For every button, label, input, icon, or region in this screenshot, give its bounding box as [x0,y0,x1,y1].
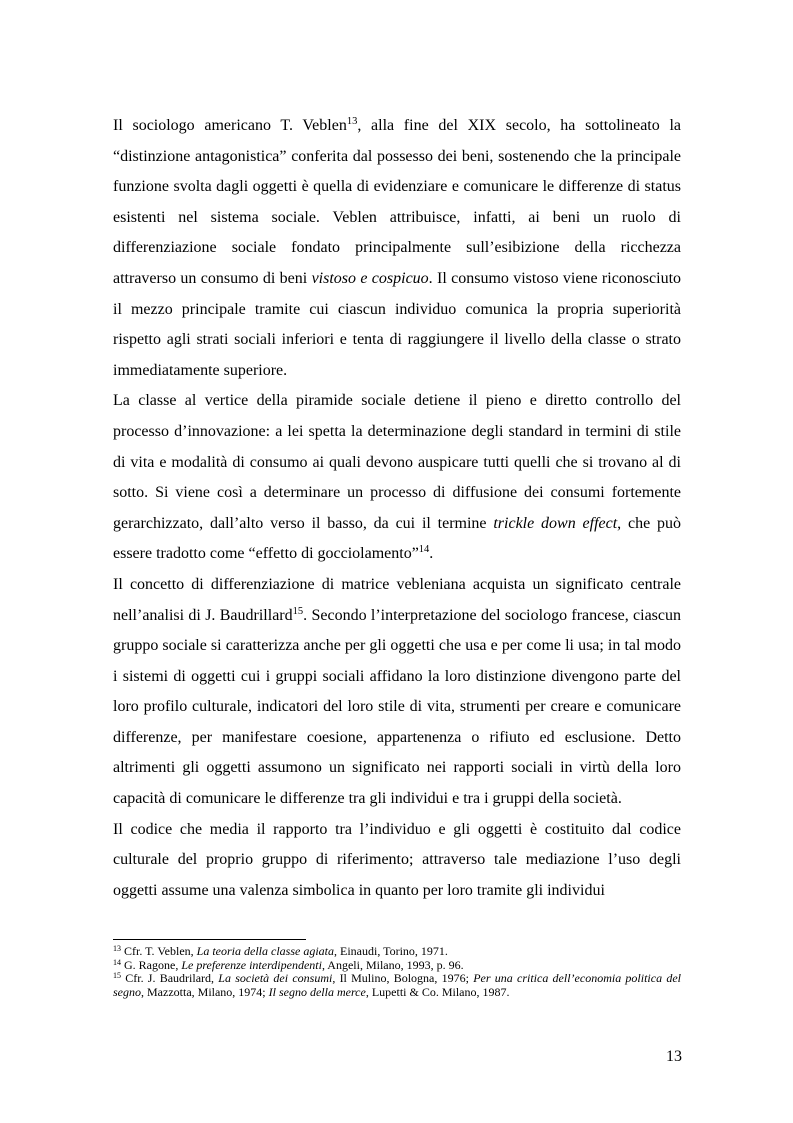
footnote-number: 13 [113,944,121,953]
footnote-14 [113,959,681,973]
footnote-text: , Il Mulino, Bologna, 1976; [332,971,474,986]
footnote-15 [113,972,681,999]
paragraph-1-text-end: . Il consumo vistoso viene riconosciuto il mezzo principale tramite cui ciascun individuo comunica la propria superiorità rispetto agli strati sociali inferiori e tenta di raggiungere il livello della classe o strato immediatamente superiore. [113,269,682,379]
footnotes [113,945,681,999]
paragraph-4 [113,815,681,907]
paragraph-1-text-cont: , alla fine del XIX secolo, ha sottolineato la “distinzione antagonistica” conferita dal possesso dei beni, sostenendo che la principale funzione svolta dagli oggetti è quella di evidenziare e comunicare le differenze di status esistenti nel sistema sociale. Veblen attribuisce, infatti, ai beni un ruolo di differenziazione sociale fondato principalmente sull’esibizione della ricchezza attraverso un consumo di beni [113,117,681,287]
paragraph-2-text-end: . [429,545,434,563]
paragraph-3-text-cont: . Secondo l’interpretazione del sociologo francese, ciascun gruppo sociale si caratterizza anche per gli oggetti che usa e per come li usa; in tal modo i sistemi di oggetti cui i gruppi sociali affidano la loro distinzione divengono parte del loro profilo culturale, indicatori del loro stile di vita, strumenti per creare e comunicare differenze, per manifestare coesione, appartenenza o rifiuto ed esclusione. Detto altrimenti gli oggetti assumono un significato nei rapporti sociali in virtù della loro capacità di comunicare le differenze tra gli individui e tra i gruppi della società. [113,606,682,808]
footnote-ref-15: 15 [292,605,304,617]
footnote-number: 15 [113,971,121,981]
paragraph-2-text-cont: , che può essere tradotto come “effetto di gocciolamento” [113,514,682,563]
footnote-separator [113,939,306,940]
footnote-title: Il segno della merce [268,984,366,999]
paragraph-2-text: La classe al vertice della piramide sociale detiene il pieno e diretto controllo del processo d’innovazione: a lei spetta la determinazione degli standard in termini di stile di vita e modalità di consumo ai quali devono auspicare tutti quelli che si trovano al di sotto. Si viene così a determinare un processo di diffusione dei consumi fortemente gerarchizzato, dall’alto verso il basso, da cui il termine [113,392,681,532]
paragraph-1-emphasis: vistoso e cospicuo [311,269,429,287]
footnote-13 [113,945,681,959]
footnote-ref-14: 14 [418,544,430,556]
footnote-text: , Einaudi, Torino, 1971. [334,944,448,958]
footnote-title: Per una critica dell’economia politica del segno [113,971,681,999]
paragraph-2-emphasis: trickle down effect [493,514,618,532]
footnote-ref-13: 13 [346,116,358,127]
footnote-text: , Mazzotta, Milano, 1974; [141,984,269,999]
paragraph-3 [113,570,681,815]
footnote-text: G. Ragone, [121,957,182,972]
footnote-title: La teoria della classe agiata [196,944,334,958]
footnote-text: , Angeli, Milano, 1993, p. 96. [321,957,464,972]
body-text [113,111,681,906]
paragraph-1 [113,111,681,386]
footnote-title: La società dei consumi [218,971,333,986]
footnote-title: Le preferenze interdipendenti [181,957,322,972]
paragraph-1-text: Il sociologo americano T. Veblen [113,117,347,134]
paragraph-4-text: Il codice che media il rapporto tra l’individuo e gli oggetti è costituito dal codice culturale del proprio gruppo di riferimento; attraverso tale mediazione l’uso degli oggetti assume una valenza simbolica in quanto per loro tramite gli individui [113,820,681,899]
paragraph-2 [113,386,681,570]
footnote-text: Cfr. J. Baudrilard, [121,971,219,986]
footnote-number: 14 [113,957,121,967]
footnote-text: Cfr. T. Veblen, [121,944,197,958]
paragraph-3-text: Il concetto di differenziazione di matrice vebleniana acquista un significato centrale nell’analisi di J. Baudrillard [113,575,681,624]
page-number: 13 [666,1048,682,1065]
footnote-text: , Lupetti & Co. Milano, 1987. [365,984,510,999]
